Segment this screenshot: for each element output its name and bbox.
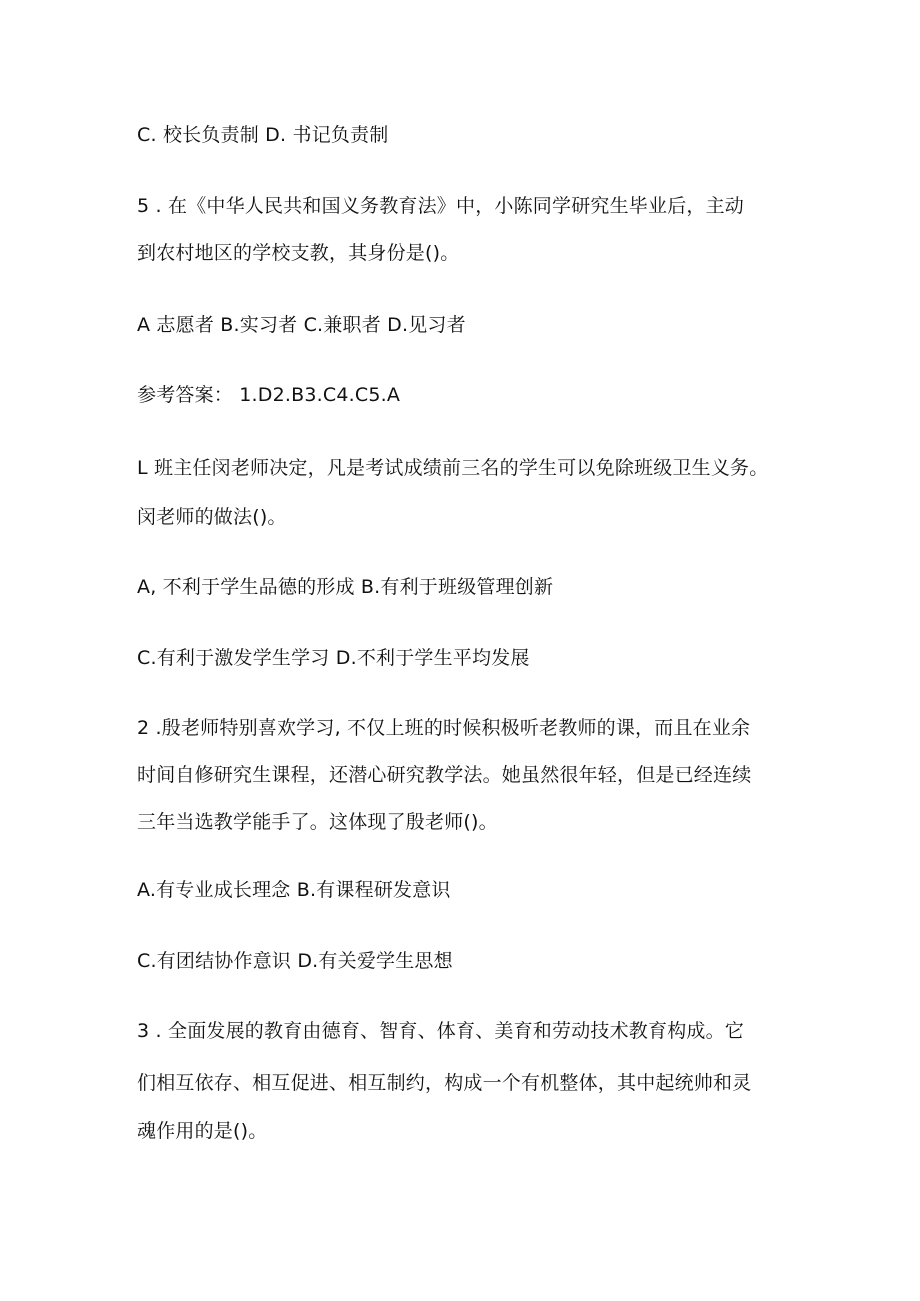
q2-options-ab: A.有专业成长理念 B.有课程研发意识 <box>137 879 451 901</box>
q1-stem-line-2: 闵老师的做法()。 <box>137 506 287 528</box>
q2-options-cd: C.有团结协作意识 D.有关爱学生思想 <box>137 950 453 972</box>
q2-stem-line-3: 三年当选教学能手了。这体现了殷老师()。 <box>137 811 498 833</box>
q2-stem-line-2: 时间自修研究生课程，还潜心研究教学法。她虽然很年轻，但是已经连续 <box>137 764 752 786</box>
q3-stem-line-1: 3 . 全面发展的教育由德育、智育、体育、美育和劳动技术教育构成。它 <box>137 1020 745 1042</box>
q1-options-ab: A, 不利于学生品德的形成 B.有利于班级管理创新 <box>137 576 554 598</box>
q3-stem-line-3: 魂作用的是()。 <box>137 1120 268 1142</box>
q5-stem-line-2: 到农村地区的学校支教，其身份是()。 <box>137 242 460 264</box>
answer-key: 参考答案： 1.D2.B3.C4.C5.A <box>137 384 401 406</box>
q3-stem-line-2: 们相互依存、相互促进、相互制约，构成一个有机整体，其中起统帅和灵 <box>137 1072 752 1094</box>
q4-options-cd: C. 校长负责制 D. 书记负责制 <box>137 124 389 146</box>
q2-stem-line-1: 2 .殷老师特别喜欢学习, 不仅上班的时候积极听老教师的课，而且在业余 <box>137 717 751 739</box>
q5-options: A 志愿者 B.实习者 C.兼职者 D.见习者 <box>137 314 466 336</box>
q1-options-cd: C.有利于激发学生学习 D.不利于学生平均发展 <box>137 647 530 669</box>
q5-stem-line-1: 5 . 在《中华人民共和国义务教育法》中，小陈同学研究生毕业后，主动 <box>137 195 745 217</box>
q1-stem-line-1: L 班主任闵老师决定，凡是考试成绩前三名的学生可以免除班级卫生义务。 <box>137 457 769 479</box>
